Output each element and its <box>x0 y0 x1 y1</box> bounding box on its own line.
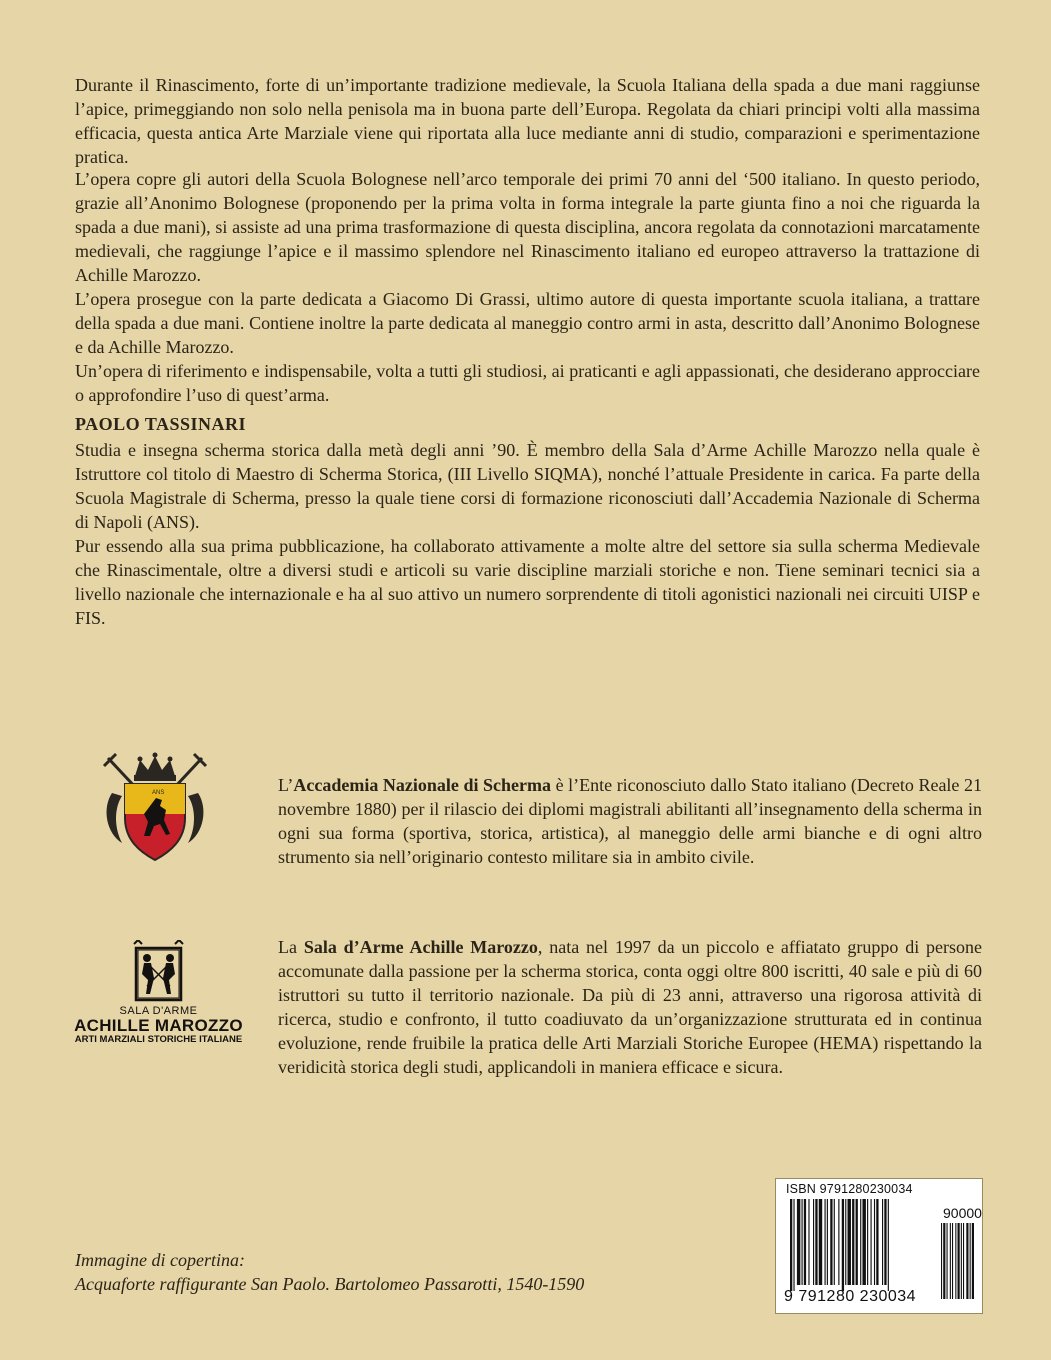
barcode-bar <box>862 1199 865 1285</box>
barcode-bar <box>852 1199 854 1285</box>
author-bio-1: Studia e insegna scherma storica dalla metà degli anni ’90. È membro della Sala d’Arme Achille Marozzo nella quale è Istruttore col titolo di Maestro di Scherma Storica, (III Livello SIQMA), nonché l’attuale Presidente in carica. Fa parte della Scuola Magistrale di Scherma, presso la quale tiene corsi di formazione riconosciuti dall’Accademia Nazionale di Scherma di Napoli (ANS). <box>75 440 980 532</box>
barcode-addon-bar <box>947 1223 948 1299</box>
crest-shield-icon <box>100 748 210 863</box>
barcode-bar <box>815 1199 817 1285</box>
barcode-addon-bar <box>963 1223 964 1299</box>
sala-logo-line1: SALA D'ARME <box>119 1005 198 1017</box>
barcode-bar <box>842 1199 844 1291</box>
sala-prefix: La <box>278 937 304 957</box>
barcode-bar <box>834 1199 835 1285</box>
barcode-addon-bar <box>950 1223 951 1299</box>
barcode-bar <box>819 1199 822 1285</box>
author-bio <box>75 438 980 630</box>
barcode-bar <box>856 1199 858 1285</box>
author-name: PAOLO TASSINARI <box>75 414 247 434</box>
sala-description <box>278 935 982 1079</box>
barcode-bar <box>830 1199 832 1285</box>
barcode-bar <box>848 1199 851 1285</box>
barcode <box>775 1178 983 1314</box>
sala-logo-line2: ACHILLE MAROZZO <box>74 1016 243 1035</box>
intro-paragraph-2: L’opera copre gli autori della Scuola Bolognese nell’arco temporale dei primi 70 anni del ‘500 italiano. In questo periodo, grazie all’Anonimo Bolognese (proponendo per la prima volta in forma integrale la parte giunta fino a noi che riguarda la spada a due mani), si assiste ad una prima trasformazione di questa disciplina, ancora regolata da connotazioni marcatamente medievali, che raggiunge l’apice e il massimo splendore nel Rinascimento italiano ed europeo attraverso la trattazione di Achille Marozzo. <box>75 169 980 285</box>
barcode-bar <box>874 1199 875 1285</box>
barcode-addon-bar <box>941 1223 942 1299</box>
barcode-addon-bar <box>970 1223 971 1299</box>
barcode-bar <box>825 1199 826 1285</box>
barcode-bar <box>827 1199 828 1285</box>
barcode-bar <box>838 1199 839 1285</box>
barcode-digits: 9 791280 230034 <box>784 1288 917 1305</box>
barcode-bar <box>797 1199 800 1285</box>
intro-paragraph-3: L’opera prosegue con la parte dedicata a Giacomo Di Grassi, ultimo autore di questa importante scuola italiana, a trattare della spada a due mani. Contiene inoltre la parte dedicata al maneggio contro armi in asta, descritto dall’Anonimo Bolognese e da Achille Marozzo. <box>75 289 980 357</box>
intro-paragraph-1: Durante il Rinascimento, forte di un’importante tradizione medievale, la Scuola Italiana della spada a due mani raggiunse l’apice, primeggiando non solo nella penisola ma in buona parte dell’Europa. Regolata da chiari principi volti alla massima efficacia, questa antica Arte Marziale viene qui riportata alla luce mediante anni di studio, comparazioni e sperimentazione pratica. <box>75 75 980 167</box>
barcode-bar <box>884 1199 886 1285</box>
barcode-bar <box>888 1199 889 1291</box>
cover-credit-text: Acquaforte raffigurante San Paolo. Bartolomeo Passarotti, 1540-1590 <box>75 1274 585 1294</box>
barcode-bar <box>802 1199 803 1285</box>
ans-name: Accademia Nazionale di Scherma <box>293 775 552 795</box>
barcode-addon-bar <box>955 1223 956 1299</box>
barcode-addon-bar <box>958 1223 960 1299</box>
barcode-bar <box>845 1199 846 1285</box>
ans-text: è l’Ente riconosciuto dallo Stato italiano (Decreto Reale 21 novembre 1880) per il rilascio dei diplomi magistrali abilitanti all’insegnamento della scherma in ogni sua forma (sportiva, storica, artistica), al maneggio delle armi bianche e di ogni altro strumento sia nell’originario contesto militare sia in ambito civile. <box>278 775 982 867</box>
sala-name: Sala d’Arme Achille Marozzo <box>303 937 538 957</box>
barcode-addon-bar <box>966 1223 968 1299</box>
sala-logo-line3: ARTI MARZIALI STORICHE ITALIANE <box>74 1034 243 1045</box>
author-bio-2: Pur essendo alla sua prima pubblicazione, ha collaborato attivamente a molte altre del settore sia sulla scherma Medievale che Rinascimentale, oltre a diversi studi e articoli su varie discipline marziali storiche e non. Tiene seminari tecnici sia a livello nazionale che internazionale e ha al suo attivo un numero sorprendente di titoli agonistici nazionali nei circuiti UISP e FIS. <box>75 536 980 628</box>
barcode-bar <box>876 1199 878 1285</box>
svg-text:ANS: ANS <box>152 790 165 796</box>
barcode-bar <box>804 1199 806 1285</box>
barcode-bar <box>808 1199 809 1285</box>
barcode-addon-bar <box>972 1223 974 1299</box>
barcode-addon: 90000 <box>943 1205 982 1221</box>
cover-credit-label: Immagine di copertina: <box>75 1250 245 1270</box>
barcode-bar <box>793 1199 794 1291</box>
barcode-addon-bar <box>943 1223 945 1299</box>
barcode-addon-bar <box>961 1223 962 1299</box>
intro-paragraph-4: Un’opera di riferimento e indispensabile, volta a tutti gli studiosi, ai praticanti e agli appassionati, che desiderano approcciare o approfondire l’uso di quest’arma. <box>75 361 980 405</box>
barcode-bar <box>882 1199 883 1285</box>
barcode-bar <box>871 1199 872 1285</box>
intro-block <box>75 167 980 407</box>
barcode-bar <box>790 1199 792 1291</box>
ans-description <box>278 773 982 869</box>
barcode-bar <box>860 1199 861 1285</box>
barcode-addon-bar <box>952 1223 953 1299</box>
barcode-bar <box>813 1199 814 1285</box>
ans-prefix: L’ <box>278 775 294 795</box>
barcode-bar <box>867 1199 868 1285</box>
isbn-label: ISBN 9791280230034 <box>786 1182 913 1196</box>
sala-text: , nata nel 1997 da un piccolo e affiatato gruppo di persone accomunate dalla passione per la scherma storica, conta oggi oltre 800 iscritti, 40 sale e più di 60 istruttori su tutto il territorio nazionale. Da più di 23 anni, attraverso una rigorosa attività di ricerca, studio e confronto, il tutto coadiuvato da un’organizzazione strutturata ed in continua evoluzione, rende fruibile la pratica delle Arti Marziali Storiche Europee (HEMA) rispettando la veridicità storica degli studi, applicandoli in maniera efficace e sicura. <box>278 937 982 1077</box>
